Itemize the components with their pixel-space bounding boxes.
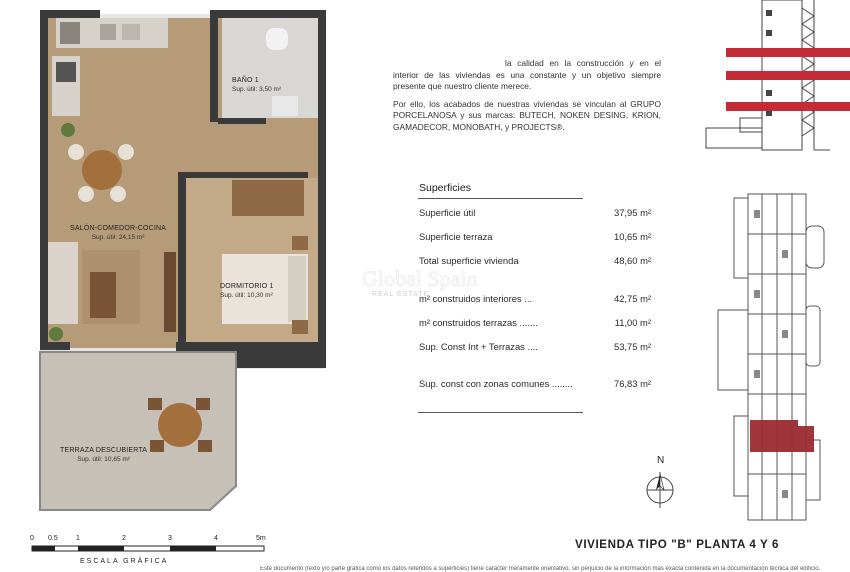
floor-band-4 [726, 48, 850, 57]
terrace-table [158, 403, 202, 447]
vivienda-title: VIVIENDA TIPO "B" PLANTA 4 Y 6 [575, 538, 780, 551]
compass-label: N [657, 455, 665, 466]
room-label-bano [232, 76, 281, 94]
superficie-value: 76,83 m² [614, 378, 651, 389]
scale-tick: 0 [30, 535, 34, 542]
scale-caption: ESCALA GRÁFICA [80, 558, 169, 565]
superficie-value: 37,95 m² [614, 207, 651, 218]
superficie-value: 53,75 m² [614, 341, 651, 352]
superficie-value: 42,75 m² [614, 293, 651, 304]
superficie-label: m² construidos interiores ... [419, 293, 533, 304]
scale-tick: 5m [256, 535, 266, 542]
north-arrow-icon [645, 468, 675, 512]
intro-paragraph-1: la calidad en la construcción y en el interior de las viviendas es una constante y un objetivo siempre presente que nuestro cliente merece. [393, 58, 661, 92]
scale-tick: 1 [76, 535, 80, 542]
superficie-row [419, 231, 651, 245]
superficie-value: 11,00 m² [614, 317, 651, 328]
room-label-salon [70, 224, 166, 242]
terrace-floor [40, 352, 236, 510]
watermark-sub: REAL ESTATE [372, 291, 430, 298]
room-name: SALÓN-COMEDOR-COCINA [70, 225, 167, 232]
room-label-dormitorio [220, 282, 274, 300]
watermark-brand: Global Spain [362, 266, 478, 291]
superficies-rule [418, 198, 583, 199]
intro-text [393, 58, 661, 140]
disclaimer: Este documento (texto y/o parte gráfica como los datos referidos a superficies) tiene carácter meramente orientativo, sin perjuicio de la información más exacta contenida en la documentación técnica del edificio. [260, 566, 820, 572]
unit-highlight [750, 420, 814, 452]
scale-bar [32, 546, 264, 551]
superficie-row [419, 317, 651, 331]
superficie-value: 10,65 m² [614, 231, 651, 242]
superficie-label: Superficie útil [419, 207, 476, 218]
scale-tick: 4 [214, 535, 218, 542]
room-area: Sup. útil: 10,65 m² [77, 456, 130, 463]
floor-band-6 [726, 102, 850, 111]
superficie-label: Sup. Const Int + Terrazas .... [419, 341, 538, 352]
intro-paragraph-2: Por ello, los acabados de nuestras viviendas se vinculan al GRUPO PORCELANOSA y sus marcas: BUTECH, NOKEN DESING, KRION, GAMADECOR, MONOBATH, y PROJECTS®. [393, 98, 661, 132]
superficies-title: Superficies [419, 182, 471, 194]
building-section [700, 0, 850, 160]
scale-tick: 0.5 [48, 535, 58, 542]
superficie-label: Total superficie vivienda [419, 255, 519, 266]
room-area: Sup. útil: 3,50 m² [232, 86, 282, 93]
dining-table [82, 150, 122, 190]
room-name: DORMITORIO 1 [220, 283, 274, 290]
superficie-row [419, 341, 651, 355]
superficie-label: Sup. const con zonas comunes ........ [419, 378, 573, 389]
scale-tick: 2 [122, 535, 126, 542]
floor-band-5 [726, 71, 850, 80]
room-name: BAÑO 1 [232, 77, 259, 84]
superficie-row [419, 293, 651, 307]
room-label-terraza [60, 446, 147, 464]
room-area: Sup. útil: 24,15 m² [91, 234, 145, 241]
superficie-label: Superficie terraza [419, 231, 493, 242]
superficie-row [419, 207, 651, 221]
superficie-label: m² construidos terrazas ....... [419, 317, 538, 328]
superficie-value: 48,60 m² [614, 255, 651, 266]
key-plan [700, 190, 850, 530]
room-name: TERRAZA DESCUBIERTA [60, 447, 148, 454]
superficies-bottom-rule [418, 412, 583, 413]
scale-tick: 3 [168, 535, 172, 542]
room-area: Sup. útil: 10,30 m² [220, 292, 273, 299]
sofa [44, 242, 78, 324]
superficie-row [419, 378, 651, 392]
